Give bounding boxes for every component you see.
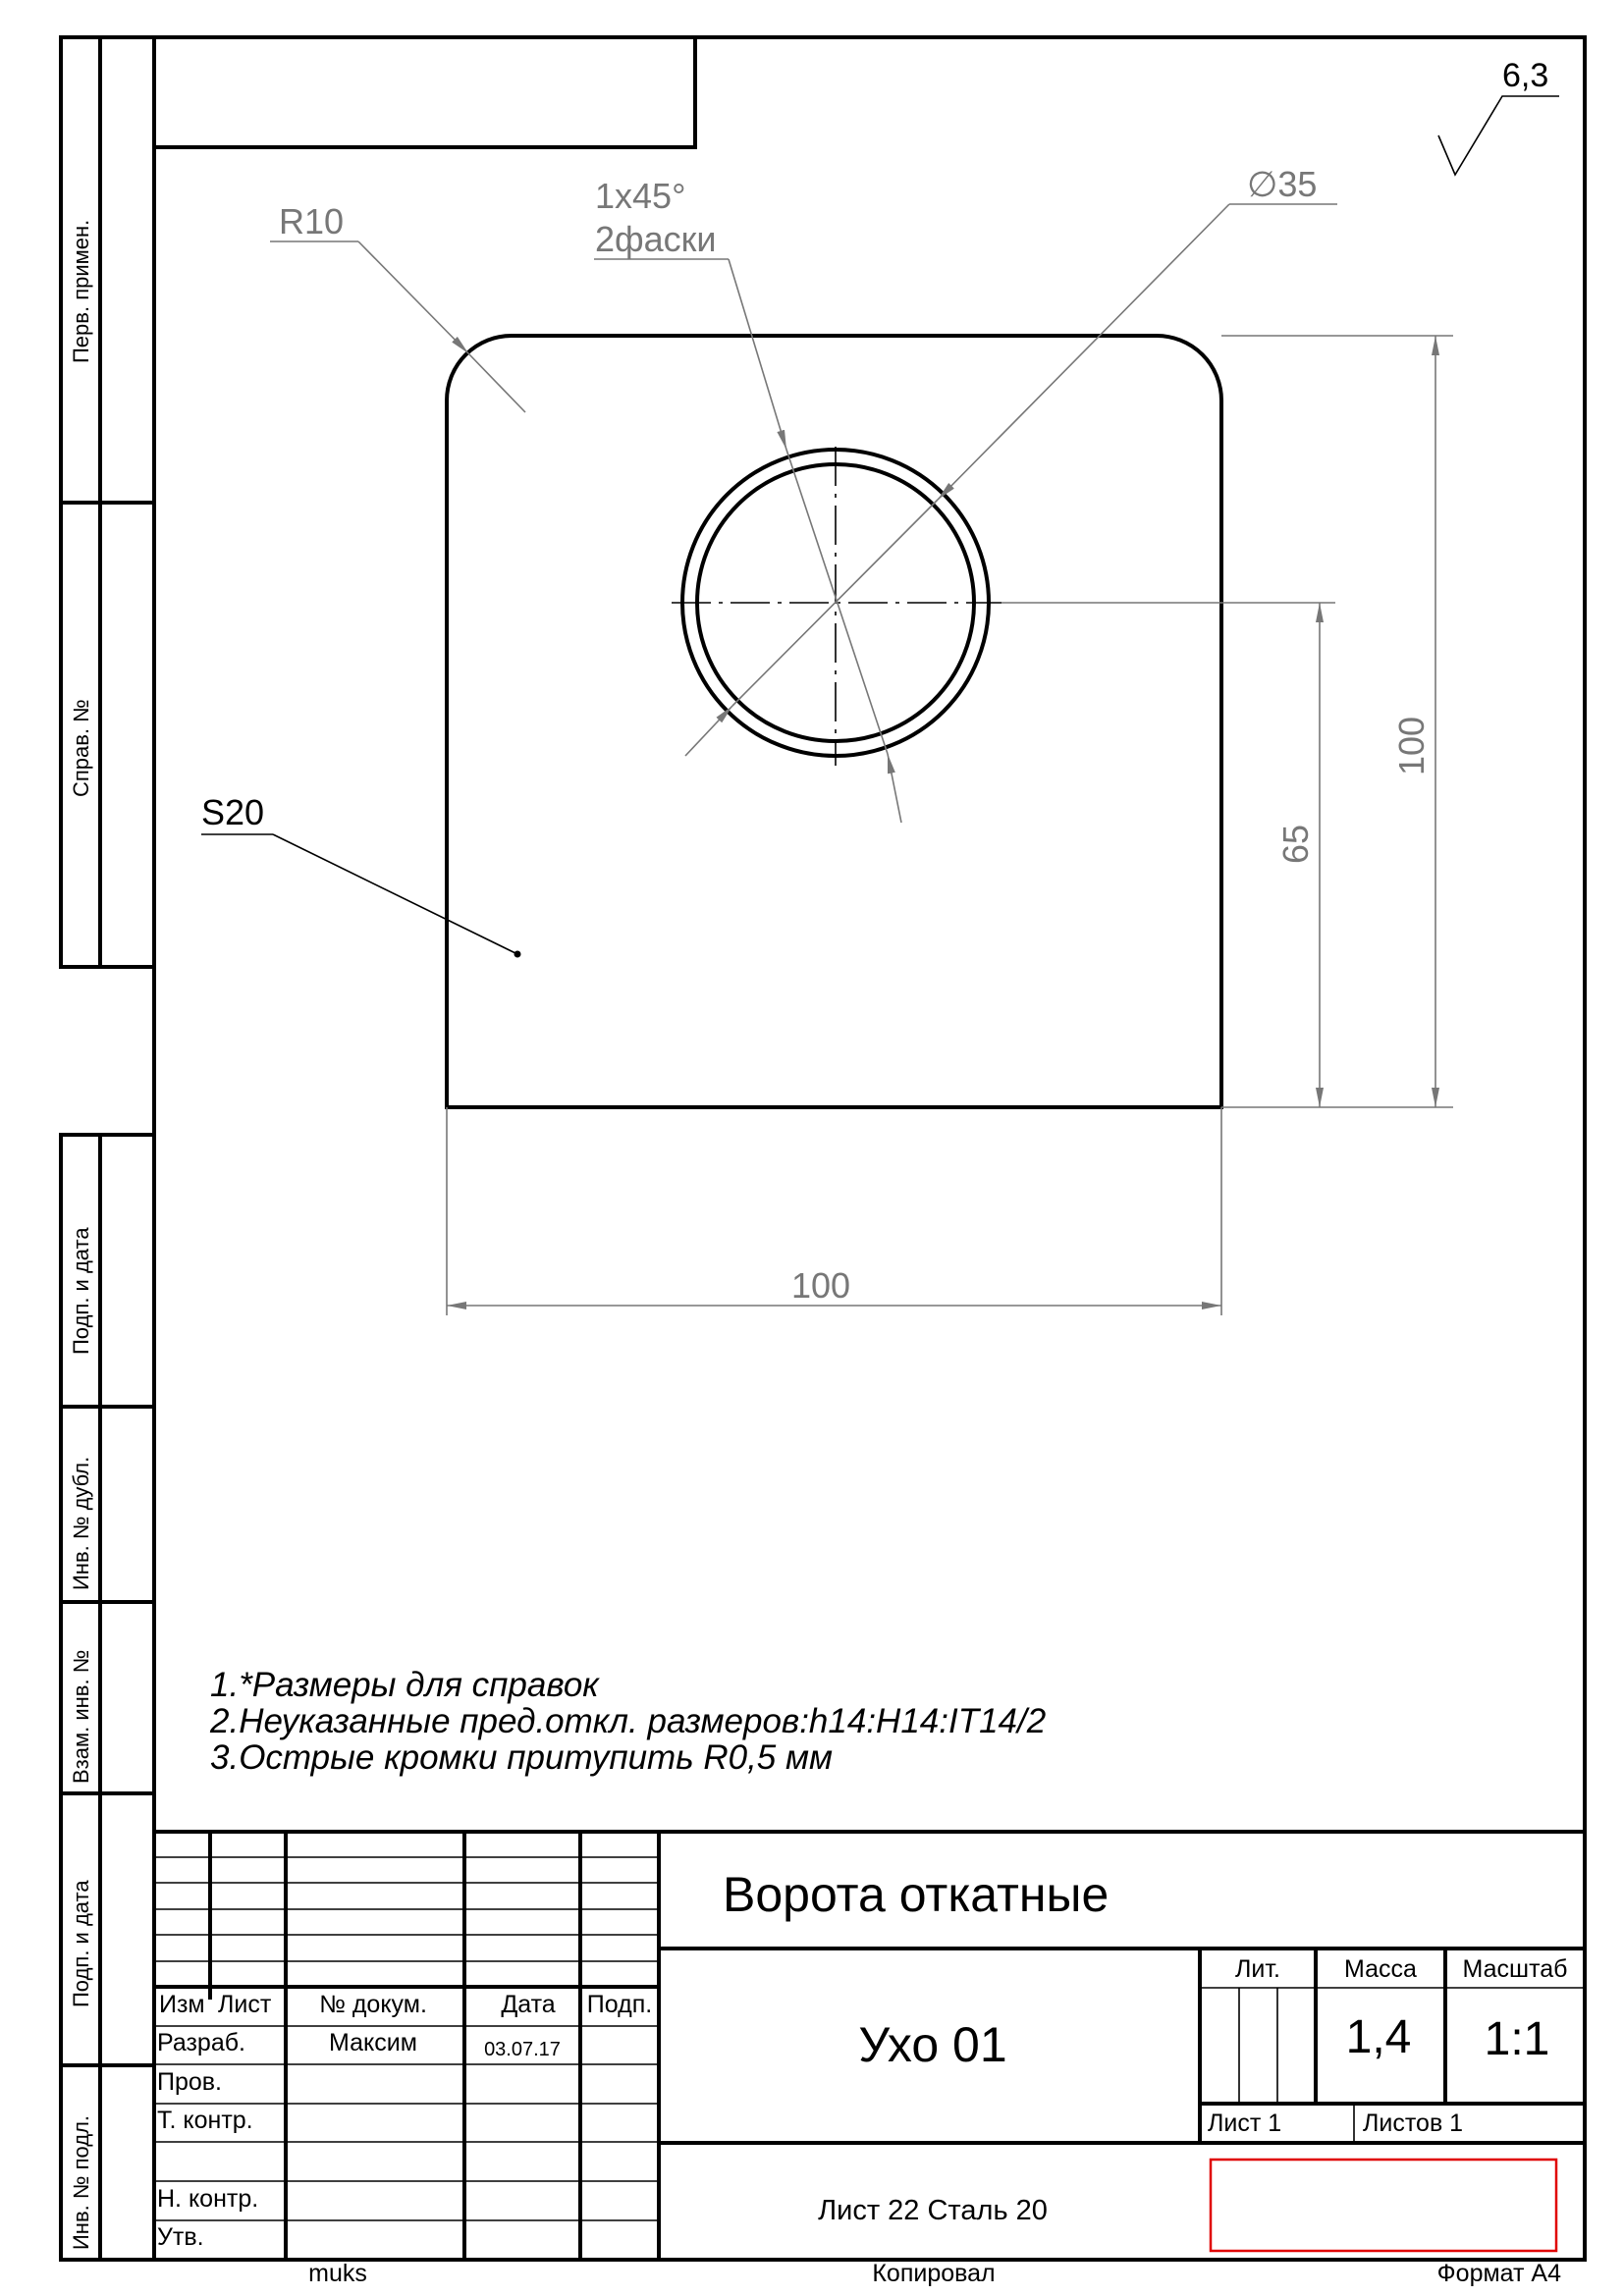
header-list: Лист — [218, 1991, 272, 2018]
roughness-symbol — [1438, 96, 1559, 175]
roughness-value: 6,3 — [1502, 57, 1549, 94]
role-checker: Пров. — [157, 2068, 223, 2096]
role-tech-control: Т. контр. — [157, 2107, 253, 2134]
product-name: Ворота откатные — [723, 1867, 1110, 1922]
side-label-podp-data-1: Подп. и дата — [69, 1227, 93, 1355]
designation-box — [154, 37, 695, 147]
note-2: 2.Неуказанные пред.откл. размеров:h14:H14:IT14/2 — [210, 1702, 1047, 1740]
role-developer: Разраб. — [157, 2029, 246, 2056]
dimension-100-horizontal-label: 100 — [790, 1265, 851, 1306]
role-approved: Утв. — [157, 2223, 204, 2251]
thickness-label: S20 — [201, 792, 265, 832]
header-mass: Масса — [1344, 1955, 1417, 1983]
sheet-number: Лист 1 — [1208, 2109, 1282, 2137]
header-sign: Подп. — [586, 1991, 653, 2018]
side-label-inv-dubl: Инв. № дубл. — [69, 1456, 93, 1590]
dimension-100-vertical-label: 100 — [1391, 716, 1432, 776]
diameter-label: ∅35 — [1247, 164, 1318, 204]
side-label-vzam-inv: Взам. инв. № — [69, 1649, 93, 1784]
footer-author: muks — [308, 2260, 367, 2287]
header-doc-no: № докум. — [319, 1991, 427, 2018]
role-norm-control: Н. контр. — [157, 2185, 259, 2213]
thickness-leader — [201, 834, 521, 958]
sheet-count: Листов 1 — [1363, 2109, 1464, 2137]
note-1: 1.*Размеры для справок — [210, 1666, 599, 1704]
header-scale: Масштаб — [1462, 1955, 1568, 1983]
developer-name: Максим — [329, 2029, 417, 2056]
header-lit: Лит. — [1235, 1955, 1280, 1983]
drawing-frame — [154, 37, 1585, 2260]
diameter-leader — [685, 204, 1337, 756]
company-box — [1211, 2160, 1556, 2251]
note-3: 3.Острые кромки притупить R0,5 мм — [210, 1738, 833, 1777]
side-label-inv-podl: Инв. № подл. — [69, 2114, 93, 2250]
footer-copied: Копировал — [872, 2260, 996, 2287]
chamfer-label-line1: 1x45° — [595, 176, 686, 216]
dimension-65 — [1001, 603, 1453, 1107]
side-label-perv-primen: Перв. примен. — [69, 219, 93, 363]
part-name: Ухо 01 — [858, 2017, 1007, 2072]
scale-value: 1:1 — [1484, 2013, 1550, 2065]
footer-format: Формат А4 — [1436, 2260, 1561, 2287]
header-date: Дата — [501, 1991, 556, 2018]
dimension-65-label: 65 — [1275, 824, 1316, 865]
side-label-podp-data-2: Подп. и дата — [69, 1880, 93, 2007]
mass-value: 1,4 — [1345, 2011, 1412, 2063]
side-label-sprav-no: Справ. № — [69, 699, 93, 797]
chamfer-label-line2: 2фаски — [595, 219, 717, 259]
side-stamp-upper — [61, 37, 154, 967]
radius-label: R10 — [279, 201, 345, 241]
header-izm: Изм — [159, 1991, 205, 2018]
developer-date: 03.07.17 — [484, 2039, 561, 2060]
radius-leader — [270, 241, 525, 412]
material: Лист 22 Сталь 20 — [818, 2195, 1048, 2226]
